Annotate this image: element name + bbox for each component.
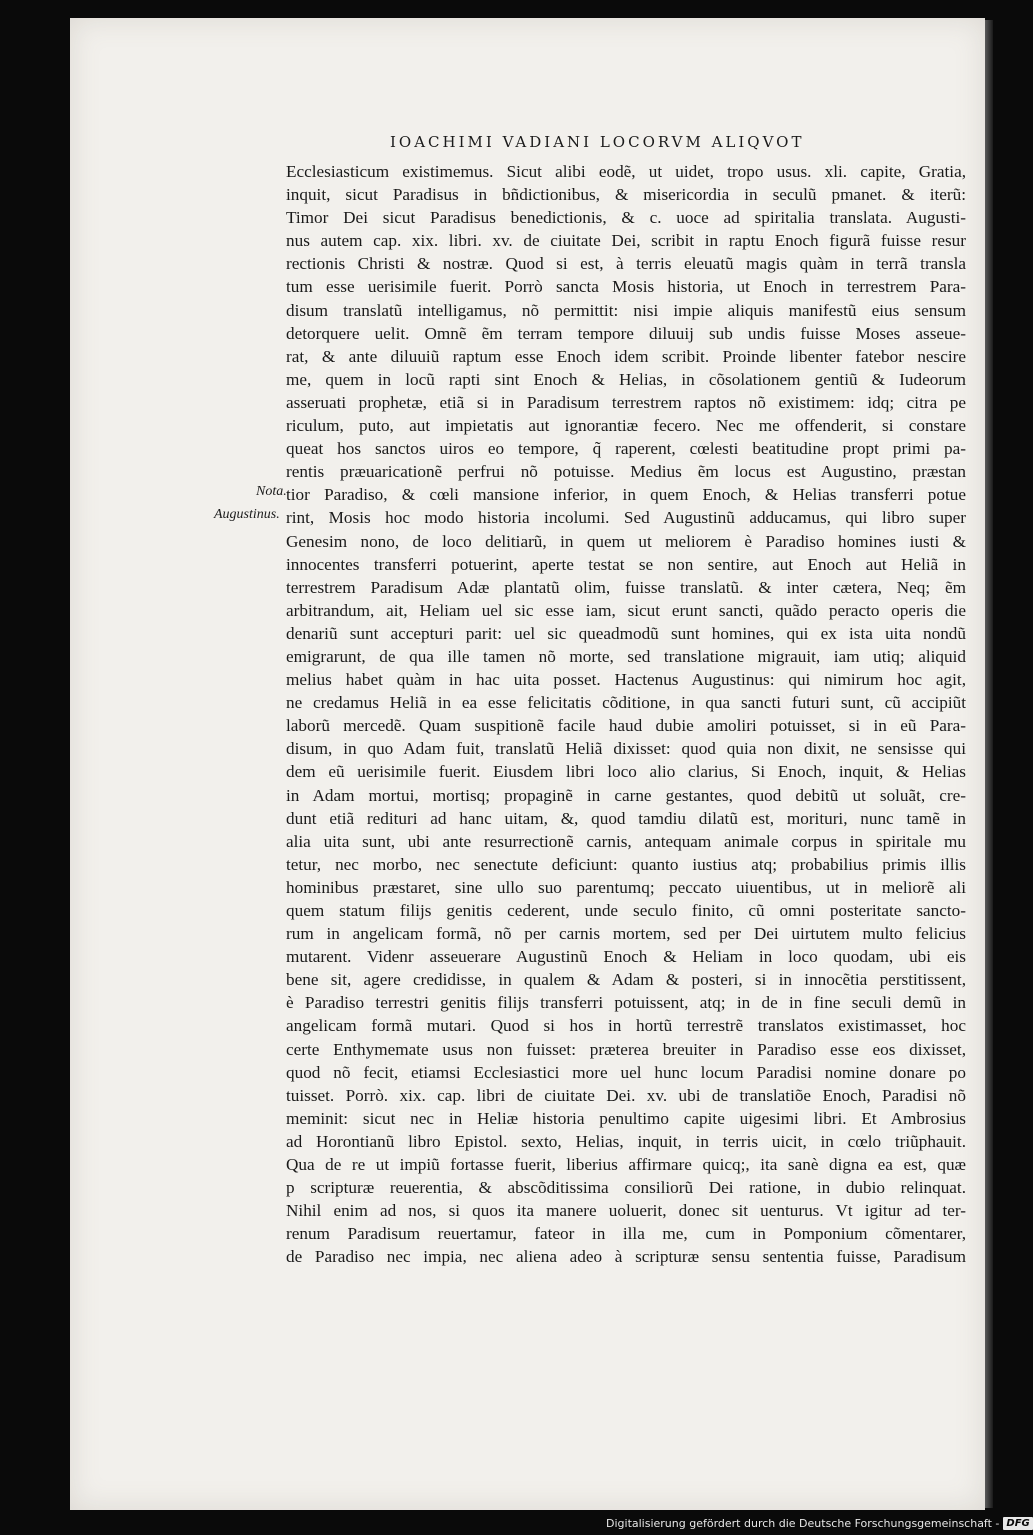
text-line: dem eũ uerisimile fuerit. Eiusdem libri loco alio clarius, Si Enoch, inquit, & Helias <box>286 762 966 782</box>
footer-text: Digitalisierung gefördert durch die Deutsche Forschungsgemeinschaft - <box>606 1517 1000 1530</box>
text-line: bene sit, agere credidisse, in qualem & Adam & posteri, si in innocẽtia perstitissent, <box>286 970 966 990</box>
text-line: de Paradiso nec impia, nec aliena adeo à scripturæ sensu sententia fuisse, Paradisum <box>286 1247 966 1267</box>
text-line: quem statum filijs genitis cederent, unde seculo finito, cũ omni posteritate sancto- <box>286 901 966 920</box>
text-line: asseruati prophetæ, etiã si in Paradisum terrestrem raptos nõ existimem: idq; citra pe <box>286 392 966 412</box>
text-line: disum, in quo Adam fuit, translatũ Heliã dixisset: quod quia non dixit, ne sensisse qui <box>286 739 966 759</box>
footer-credit <box>606 1517 1033 1530</box>
text-line: angelicam formã mutari. Quod si hos in hortũ terrestrẽ translatos existimasset, hoc <box>286 1016 966 1036</box>
text-line: rectionis Christi & nostræ. Quod si est, à terris eleuatũ magis quàm in terrã transla <box>286 254 966 274</box>
text-line: detorquere uelit. Omnẽ ẽm terram tempore diluuij sub undis fuisse Moses asseue- <box>286 323 966 343</box>
margin-note-nota: Nota. <box>256 484 287 499</box>
text-line: quod nõ fecit, etiamsi Ecclesiastici more uel hunc locum Paradisi nomine donare po <box>286 1062 966 1082</box>
text-line: riculum, puto, aut impietatis aut ignorantiæ fecero. Nec me offenderit, si constare <box>286 416 966 436</box>
text-line: tum esse uerisimile fuerit. Porrò sancta Mosis historia, ut Enoch in terrestrem Para- <box>286 277 966 297</box>
text-line: hominibus præstaret, sine ullo suo parentumq; peccato uiuentibus, ut in meliorẽ ali <box>286 877 966 897</box>
text-line: meminit: sicut nec in Heliæ historia penultimo capite uigesimi libri. Et Ambrosius <box>286 1108 966 1128</box>
text-line: tior Paradiso, & cœli mansione inferior, in quem Enoch, & Helias transferri potue <box>286 485 966 505</box>
text-line: disum translatũ intelligamus, nõ permittit: nisi impie aliquis manifestũ eius sensum <box>286 300 966 320</box>
text-line: rum in angelicam formã, nõ per carnis mortem, sed per Dei uirtutem multo felicius <box>286 924 966 944</box>
running-head: IOACHIMI VADIANI LOCORVM ALIQVOT <box>390 133 805 151</box>
text-line: emigrarunt, de qua ille tamen nõ morte, sed translatione migrauit, iam utiq; aliquid <box>286 646 966 666</box>
text-line: alia uita sunt, ubi ante resurrectionẽ carnis, antequam animale corpus in spiritale mu <box>286 831 966 851</box>
text-line: laborũ mercedẽ. Quam suspitionẽ facile haud dubie amoliri potuisset, si in eũ Para- <box>286 716 966 736</box>
text-line: certe Enthymemate usus non fuisset: præterea breuiter in Paradiso esse eos dixisset, <box>286 1039 966 1059</box>
text-line: ad Horontianũ libro Epistol. sexto, Helias, inquit, in terris uicit, in cœlo triũphauit. <box>286 1131 966 1151</box>
text-line: renum Paradisum reuertamur, fateor in illa me, cum in Pomponium cõmentarer, <box>286 1224 966 1244</box>
text-line: in Adam mortui, mortisq; propaginẽ in carne gestantes, quod debitũ ut soluãt, cre- <box>286 785 966 805</box>
text-line: terrestrem Paradisum Adæ plantatũ olim, fuisse translatũ. & inter cætera, Neq; ẽm <box>286 577 966 597</box>
text-line: p scripturæ reuerentia, & abscõditissima consiliorũ Dei ratione, in dubio relinquat. <box>286 1178 966 1198</box>
text-line: melius habet quàm in hac uita posset. Hactenus Augustinus: qui nimirum hoc agit, <box>286 670 966 690</box>
text-line: nus autem cap. xix. libri. xv. de ciuitate Dei, scribit in raptu Enoch figurã fuisse resur <box>286 231 966 251</box>
text-line: ne credamus Heliã in ea esse felicitatis cõditione, in qua sancti futuri sunt, cũ accipiũt <box>286 693 966 713</box>
text-line: Nihil enim ad nos, si quos ita manere uoluerit, donec sit uenturus. Vt igitur ad ter- <box>286 1201 966 1221</box>
dfg-logo-icon: DFG <box>1003 1517 1032 1530</box>
margin-note-augustinus: Augustinus. <box>214 507 280 522</box>
body-text <box>286 160 966 1269</box>
text-line: Ecclesiasticum existimemus. Sicut alibi eodẽ, ut uidet, tropo usus. xli. capite, Gratia, <box>286 162 966 181</box>
text-line: rentis præuaricationẽ perfrui nõ potuisse. Medius ẽm locus est Augustino, præstan <box>286 462 966 482</box>
text-line: Timor Dei sicut Paradisus benedictionis, & c. uoce ad spiritalia translata. Augusti- <box>286 208 966 228</box>
text-line: queat hos sanctos uiros eo tempore, q̃ raperent, cœlesti beatitudine propt primi pa- <box>286 439 966 459</box>
page-edge <box>985 20 993 1508</box>
text-line: tuisset. Porrò. xix. cap. libri de ciuitate Dei. xv. ubi de translatiõe Enoch, Paradisi nõ <box>286 1085 966 1105</box>
text-line: tetur, nec morbo, nec senectute deficiunt: quanto iustius atq; probabilius primis illis <box>286 854 966 874</box>
text-line: mutarent. Videnr asseuerare Augustinũ Enoch & Heliam in loco quodam, ubi eis <box>286 947 966 967</box>
text-line: me, quem in locũ rapti sint Enoch & Helias, in cõsolationem gentiũ & Iudeorum <box>286 369 966 389</box>
text-line: innocentes transferri potuerint, aperte testat se non sentire, aut Enoch aut Heliã in <box>286 554 966 574</box>
text-line: Qua de re ut impiũ fortasse fuerit, liberius affirmare quicq;, ita sanè digna ea est, quæ <box>286 1155 966 1175</box>
text-line: rat, & ante diluuiũ raptum esse Enoch idem scribit. Proinde libenter fatebor nescire <box>286 346 966 366</box>
text-line: denariũ sunt accepturi parit: uel sic queadmodũ sunt homines, qui ex ista uita nondũ <box>286 623 966 643</box>
text-line: è Paradiso terrestri genitis filijs transferri potuissent, atq; in de in fine seculi demũ in <box>286 993 966 1013</box>
text-line: inquit, sicut Paradisus in bñdictionibus, & misericordia in seculũ pmanet. & iterũ: <box>286 185 966 205</box>
text-line: Genesim nono, de loco delitiarũ, in quem ut meliorem è Paradiso homines iusti & <box>286 531 966 551</box>
text-line: arbitrandum, ait, Heliam uel sic esse iam, sicut erunt sancti, quãdo peracto operis die <box>286 600 966 620</box>
text-line: rint, Mosis hoc modo historia incolumi. Sed Augustinũ adducamus, qui libro super <box>286 508 966 528</box>
text-line: dunt etiã redituri ad hanc uitam, &, quod tamdiu dilatũ est, morituri, nunc tamẽ in <box>286 808 966 828</box>
